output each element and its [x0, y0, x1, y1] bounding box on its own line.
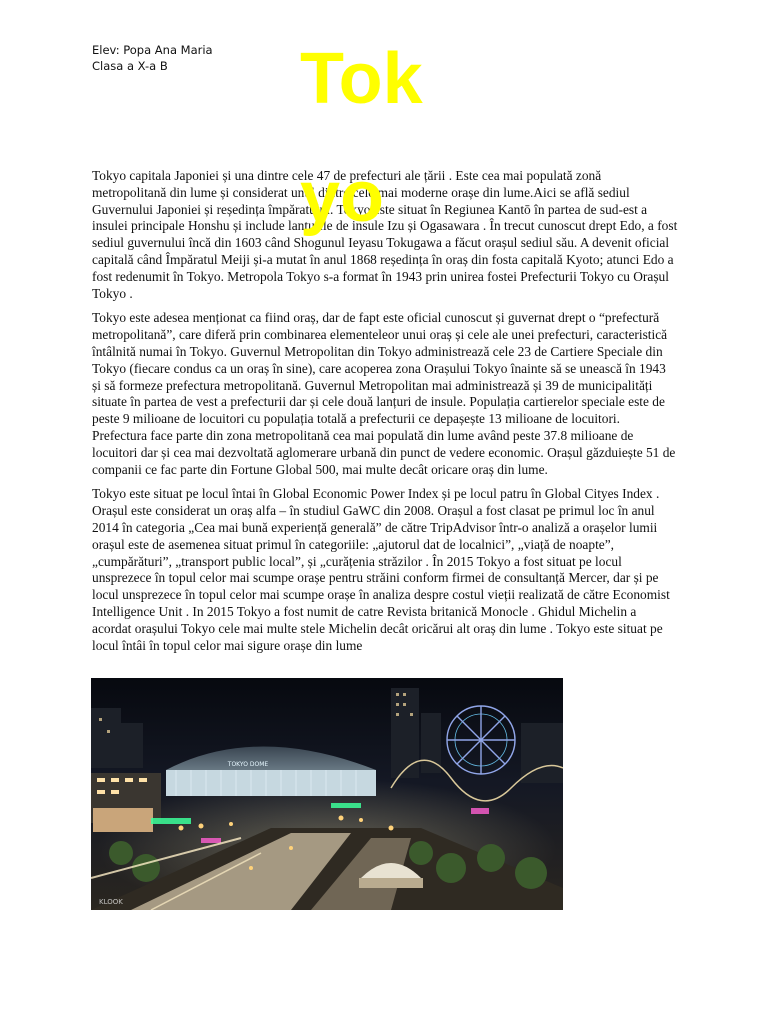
paragraph-intro: Tokyo capitala Japoniei și una dintre cele 47 de prefecturi ale țării . Este cea mai populată zonă metropolitană din lume și considerat unul dintre cele mai moderne orașe din lume.Aici se află sediul Guvernului Japoniei și reședința împăratului. Tokyo este situat în Regiunea Kantō în partea de sud-est a insulei principale Honshu și include lanțurile de insule Izu și Ogasawara . În trecut cunoscut drept Edo, a fost sediul guvernului încă din 1603 când Shogunul Ieyasu Tokugawa a făcut orașul sediul său. A devenit oficial capitală când Împăratul Meiji și-a mutat în anul 1868 reședința în oraș din fosta capitală Kyoto; atunci Edo a fost redenumit în Tokyo. Metropola Tokyo s-a format în 1943 prin unirea fostei Prefecturii Tokyo cu Orașul Tokyo .: [92, 168, 678, 301]
paragraph-rankings: Tokyo este situat pe locul întai în Global Economic Power Index și pe locul patru în Global Cityes Index . Orașul este considerat un oraș alfa – în studiul GaWC din 2008. Orașul a fost clasat pe primul loc în anul 2014 în categoria „Cea mai bună experiență generală” de către TripAdvisor într-o analiză a orașelor lumii orașul este de asemenea situat primul în categoriile: „ajutorul dat de localnici”, „viață de noapte”, „cumpărături”, „transport public local”, și „curățenia străzilor . În 2015 Tokyo a fost situat pe locul unsprezece în topul celor mai scumpe orașe pentru străini conform firmei de consultanță Mercer, dar și pe locul unsprezece în topul celor mai scumpe orașe în analiza despre costul vieții realizată de către Economist Intelligence Unit . In 2015 Tokyo a fost numit de catre Revista britanică Monocle . Ghidul Michelin a acordat orașului Tokyo cele mai multe stele Michelin decât oricărui alt oraș din lume . Tokyo este situat pe locul întâi în topul celor mai sigure orașe din lume: [92, 486, 670, 653]
student-name: Elev: Popa Ana Maria: [92, 43, 213, 57]
dome-sign-label: TOKYO DOME: [227, 761, 269, 768]
document-title: Tokyo: [300, 39, 423, 237]
paragraph-administration: Tokyo este adesea menționat ca fiind oraș, dar de fapt este oficial cunoscut și guvernat drept o “prefectură metropolitană”, care diferă prin combinarea elementeleor unui oraș și cele ale unei prefecturi, caracteristică întâlnită numai în Tokyo. Guvernul Metropolitan din Tokyo administrează cele 23 de Cartiere Speciale din Tokyo (fiecare condus ca un oraș în sine), care acoperea zona Orașului Tokyo înainte să se unească în 1943 și să formeze prefectura metropolitană. Guvernul Metropolitan mai administrează și 39 de municipalități situate în partea de vest a prefecturii dar și cele două lanțuri de insule. Populația cartierelor speciale este de peste 9 milioane de locuitori cu populația totală a prefecturii ce depașește 13 milioane de locuitori. Prefectura face parte din zona metropolitană cea mai populată din lume având peste 37.8 milioane de locuitori dar și cea mai dezvoltată aglomerare urbană din punct de vedere economic. Orașul găzduiește 51 de companii ce fac parte din Fortune Global 500, mai multe decât oricare oraș din lume.: [92, 310, 676, 477]
student-class: Clasa a X-a B: [92, 59, 168, 73]
photo-watermark: KLOOK: [99, 898, 123, 906]
student-header: [92, 42, 213, 74]
tokyo-dome-night-photo: [91, 678, 563, 910]
